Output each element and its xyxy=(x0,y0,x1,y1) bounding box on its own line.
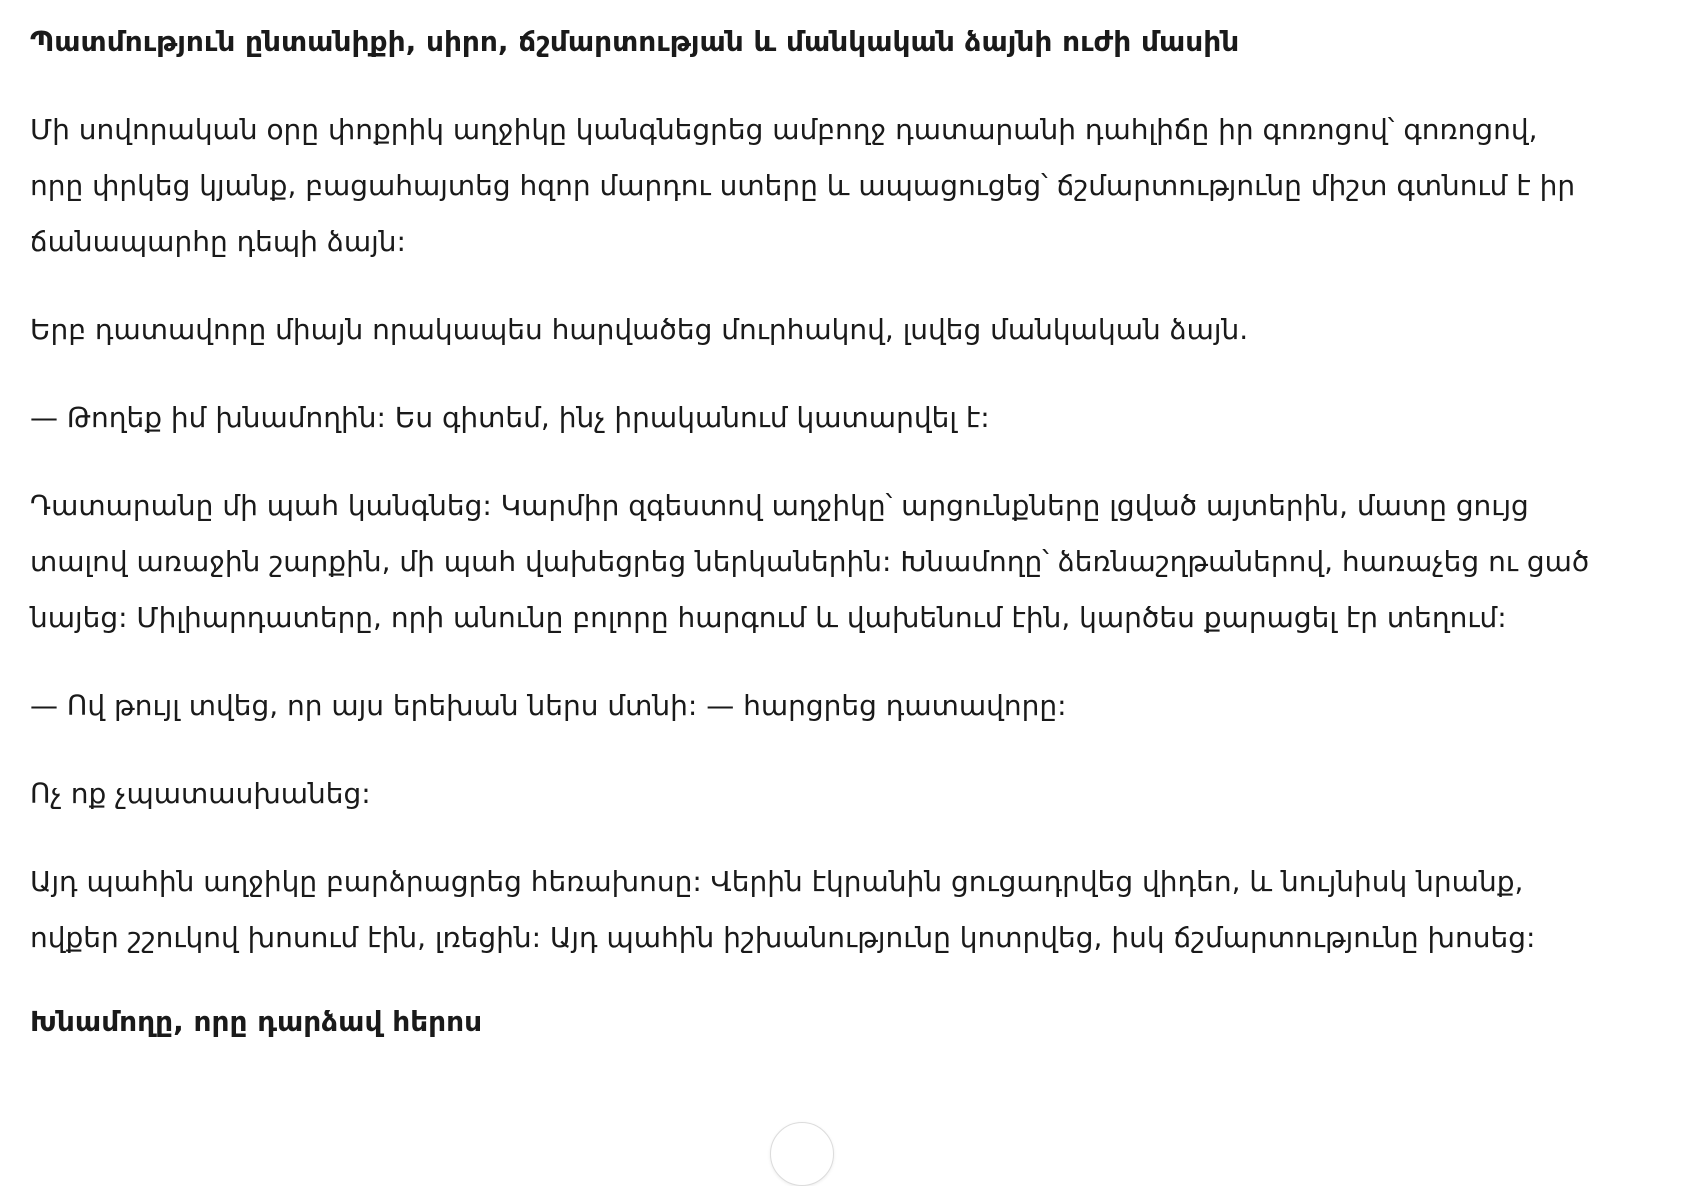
article-paragraph: — Թողեք իմ խնամողին: Ես գիտեմ, ինչ իրականում կատարվել է: xyxy=(30,401,990,434)
article-paragraph: Ոչ ոք չպատասխանեց: xyxy=(30,777,371,810)
article xyxy=(30,18,1590,1046)
article-subheading: Խնամողը, որը դարձավ հերոս xyxy=(30,1005,483,1038)
article-paragraph: Մի սովորական օրը փոքրիկ աղջիկը կանգնեցրեց ամբողջ դատարանի դահլիճը իր գոռոցով՝ գոռոցով, որը փրկեց կյանք, բացահայտեց հզոր մարդու ստերը և ապացուցեց՝ ճշմարտությունը միշտ գտնում է իր ճանապարհը դեպի ձայն: xyxy=(30,113,1576,258)
article-paragraph: Երբ դատավորը միայն որակապես հարվածեց մուրհակով, լսվեց մանկական ձայն. xyxy=(30,313,1249,346)
article-paragraph: Դատարանը մի պահ կանգնեց: Կարմիր զգեստով աղջիկը՝ արցունքները լցված այտերին, մատը ցույց տալով առաջին շարքին, մի պահ վախեցրեց ներկաներին: Խնամողը՝ ձեռնաշղթաներով, հառաչեց ու ցած նայեց: Միլիարդատերը, որի անունը բոլորը հարգում և վախենում էին, կարծես քարացել էր տեղում: xyxy=(30,489,1590,634)
article-title: Պատմություն ընտանիքի, սիրո, ճշմարտության և մանկական ձայնի ուժի մասին xyxy=(30,25,1240,58)
article-paragraph: — Ով թույլ տվեց, որ այս երեխան ներս մտնի: — հարցրեց դատավորը: xyxy=(30,689,1067,722)
scroll-down-button[interactable] xyxy=(770,1122,834,1186)
article-paragraph: Այդ պահին աղջիկը բարձրացրեց հեռախոսը: Վերին էկրանին ցուցադրվեց վիդեո, և նույնիսկ նրանք, ովքեր շշուկով խոսում էին, լռեցին: Այդ պահին իշխանությունը կոտրվեց, իսկ ճշմարտությունը խոսեց: xyxy=(30,865,1536,954)
